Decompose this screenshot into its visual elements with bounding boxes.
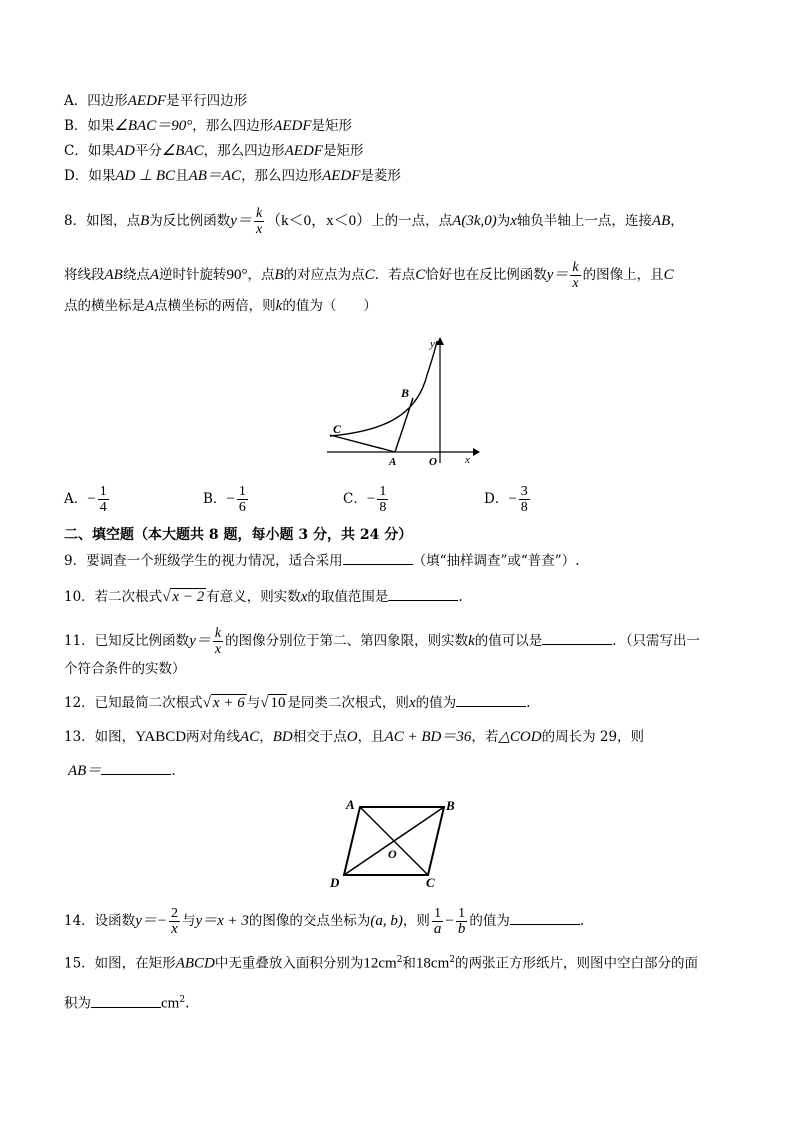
q12: 12．已知最简二次根式√ x + 6 与√ 10 是同类二次根式，则x的值为 .	[64, 695, 531, 711]
q8-option-b[interactable]: B．− $\frac{1}{6}$	[203, 484, 246, 515]
q11-line-2: 个符合条件的实数）	[64, 661, 186, 677]
q15-answer-blank[interactable]	[91, 995, 161, 1008]
q8-line-2: 将线段AB绕点A逆时针旋转90°，点B的对应点为点C．若点C恰好也在反比例函数y＝ $\frac{k}{x}$ 的图像上，且C	[64, 260, 674, 291]
q8-option-a[interactable]: A．− $\frac{1}{4}$	[64, 484, 107, 515]
q7-option-d: D．如果AD ⊥ BC且AB＝AC，那么四边形AEDF是菱形	[64, 168, 401, 184]
q13-line-2: AB＝ .	[68, 763, 176, 779]
q11-line-1: 11．已知反比例函数y＝ $\frac{k}{x}$ 的图像分别位于第二、第四象限，则实数k的值可以是 ．（只需写出一	[64, 626, 700, 657]
q8-fig-o: O	[429, 456, 437, 467]
q13-fig-o: O	[388, 847, 397, 861]
q15-line-1: 15．如图，在矩形ABCD中无重叠放入面积分别为$12cm^2$和$18cm^2$的两张正方形纸片，则图中空白部分的面	[64, 955, 698, 972]
q13-answer-blank[interactable]	[101, 762, 171, 775]
q12-radical-2: √ 10	[260, 695, 286, 711]
q12-radical-1: √ x + 6	[202, 695, 245, 711]
q8-line-3: 点的横坐标是A点横坐标的两倍，则k的值为（ ）	[64, 298, 377, 314]
q13-figure	[328, 795, 468, 895]
q9: 9．要调查一个班级学生的视力情况，适合采用 （填“抽样调查”或“普查”）.	[64, 553, 580, 569]
q8-figure	[325, 335, 480, 467]
q13-line-1: 13．如图，YABCD两对角线AC，BD相交于点O，且AC + BD＝36，若△COD的周长为 29，则	[64, 729, 645, 745]
q8-option-d[interactable]: D．− $\frac{3}{8}$	[484, 484, 528, 515]
q7-option-c: C．如果AD平分∠BAC，那么四边形AEDF是矩形	[64, 143, 364, 159]
q12-answer-blank[interactable]	[456, 694, 526, 707]
q10-answer-blank[interactable]	[388, 588, 458, 601]
section-2-heading: 二、填空题（本大题共 8 题，每小题 3 分，共 24 分）	[64, 527, 413, 543]
q14: 14．设函数y＝− $\frac{2}{x}$ 与y＝x + 3的图像的交点坐标为(a, b)，则 $\frac{1}{a}$ − $\frac{1}{b}$ 的值为 .	[64, 906, 585, 937]
q8-fig-y: y	[430, 338, 435, 350]
q13-fig-c: C	[426, 875, 435, 890]
q7-option-b: B．如果∠BAC＝90°，那么四边形AEDF是矩形	[64, 118, 353, 134]
q9-answer-blank[interactable]	[343, 552, 413, 565]
q8-option-c[interactable]: C．− $\frac{1}{8}$	[343, 484, 387, 515]
q13-fig-a: A	[346, 797, 355, 812]
q7-option-a: A．四边形AEDF是平行四边形	[64, 93, 248, 109]
q10-radical: √ x − 2	[162, 589, 205, 605]
q8-line-1: 8．如图，点B为反比例函数y＝ $\frac{k}{x}$ （k＜0，x＜0）上的一点，点A(3k,0)为x轴负半轴上一点，连接AB，	[64, 206, 684, 237]
q13-fig-d: D	[330, 875, 340, 890]
q8-fig-x: x	[465, 454, 470, 466]
q8-fig-c: C	[333, 422, 342, 436]
q8-fig-b: B	[401, 386, 410, 400]
q13-fig-b: B	[446, 798, 455, 813]
q11-answer-blank[interactable]	[542, 632, 612, 645]
q14-answer-blank[interactable]	[510, 912, 580, 925]
q15-line-2: 积为 $cm^2$.	[64, 995, 190, 1012]
q8-fig-a: A	[389, 456, 397, 467]
q10: 10．若二次根式√ x − 2 有意义，则实数x的取值范围是 .	[64, 589, 463, 605]
